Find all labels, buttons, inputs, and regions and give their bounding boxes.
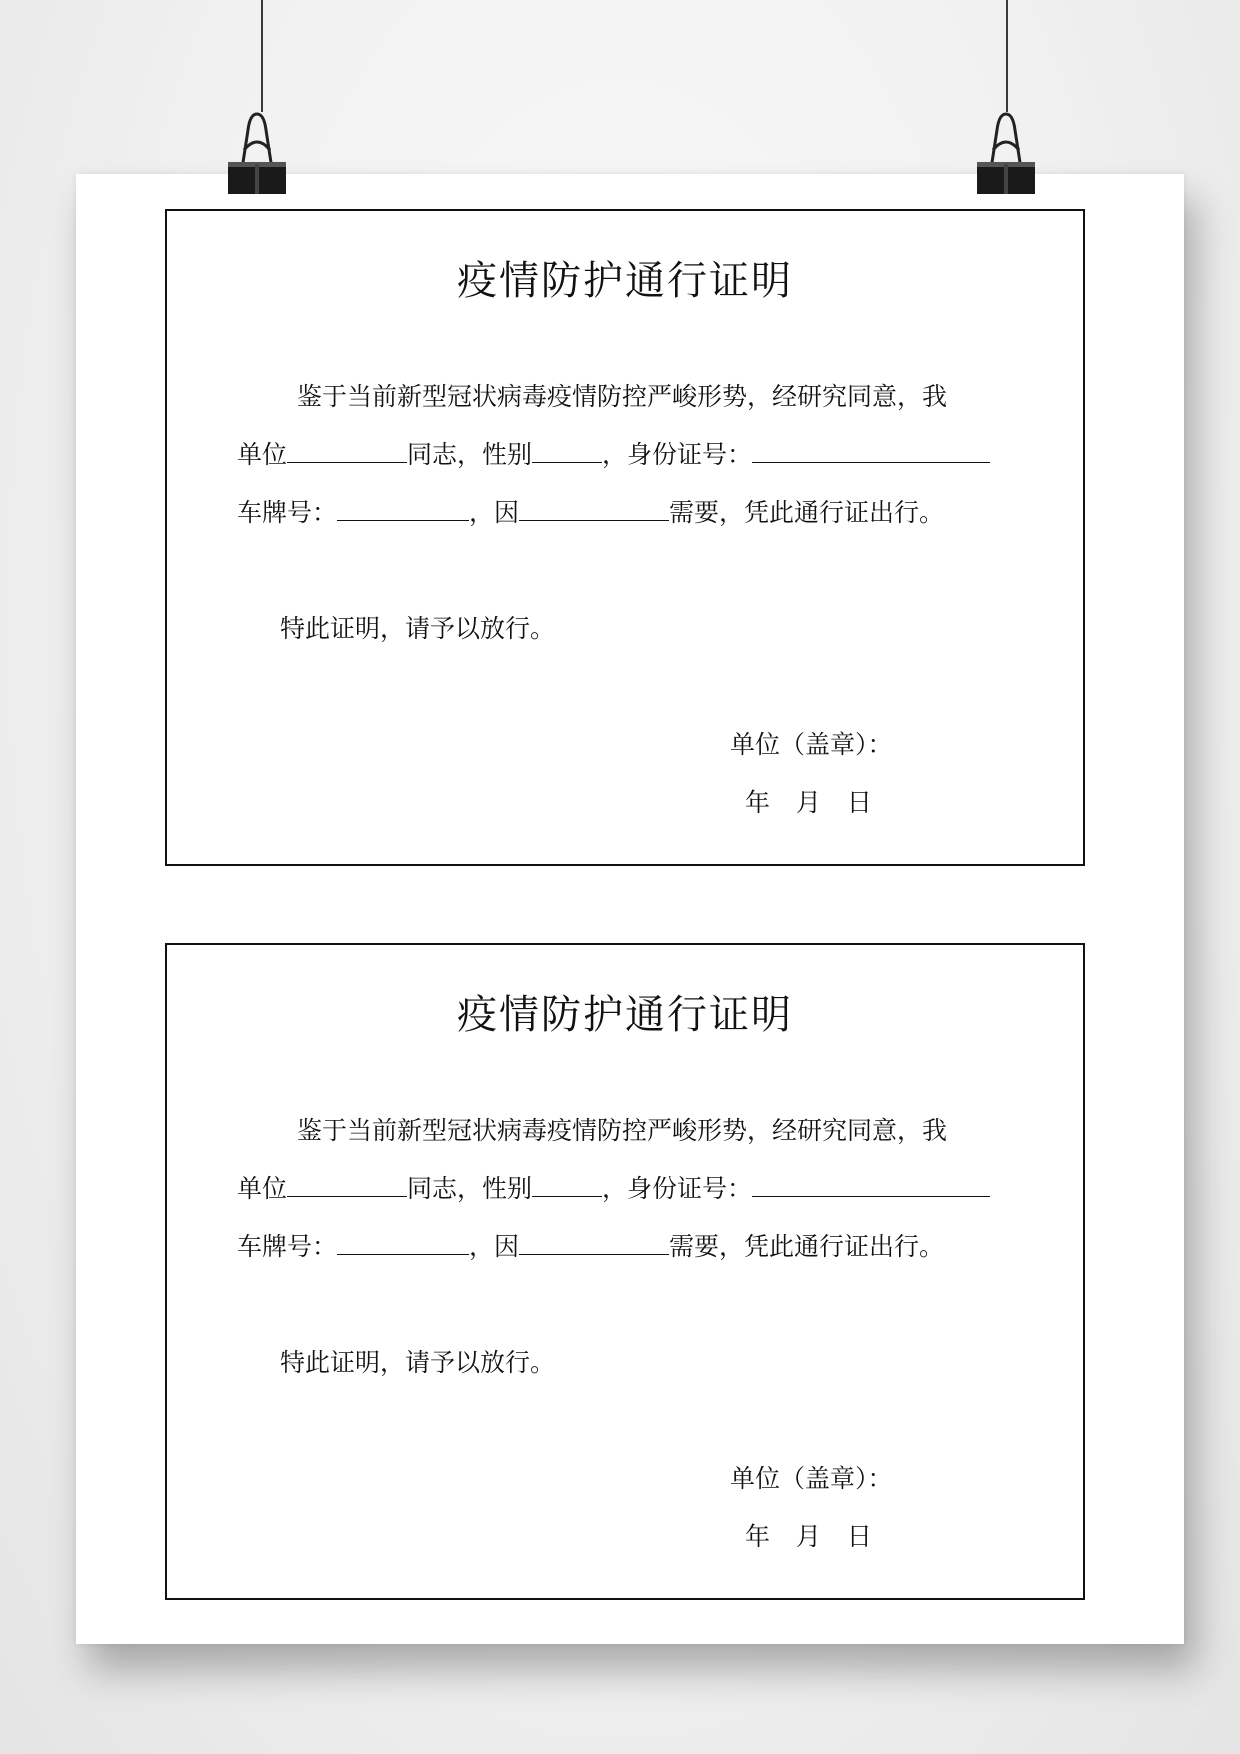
certificate-line-4: 特此证明，请予以放行。 — [280, 1348, 556, 1377]
plate-blank — [337, 1232, 469, 1255]
certificate-line-3 — [237, 1227, 944, 1263]
id-number-blank — [752, 1174, 990, 1197]
reason-blank — [519, 1232, 669, 1255]
date-label: 年 月 日 — [745, 1522, 872, 1551]
reason-label: ，因 — [469, 498, 520, 527]
hanging-string-left — [261, 0, 263, 112]
certificate-line-2 — [237, 1169, 990, 1205]
gender-blank — [532, 1174, 602, 1197]
plate-label: 车牌号： — [237, 1232, 338, 1261]
certificate-line-3 — [237, 493, 944, 529]
reason-label: ，因 — [469, 1232, 520, 1261]
certificate-title: 疫情防护通行证明 — [457, 992, 793, 1038]
binder-clip-icon — [226, 104, 288, 196]
certificate-title: 疫情防护通行证明 — [457, 258, 793, 304]
id-number-label: ，身份证号： — [602, 1174, 753, 1203]
unit-label: 单位 — [237, 440, 288, 469]
seal-label: 单位（盖章）： — [730, 730, 893, 759]
pass-certificate-top — [165, 209, 1085, 866]
certificate-line-4: 特此证明，请予以放行。 — [280, 614, 556, 643]
pass-certificate-bottom — [165, 943, 1085, 1600]
id-number-label: ，身份证号： — [602, 440, 753, 469]
certificate-line-2 — [237, 435, 990, 471]
date-label: 年 月 日 — [745, 788, 872, 817]
name-blank — [287, 440, 407, 463]
gender-label: 同志，性别 — [407, 440, 533, 469]
hanging-string-right — [1006, 0, 1008, 112]
need-text: 需要，凭此通行证出行。 — [669, 498, 945, 527]
plate-blank — [337, 498, 469, 521]
binder-clip-icon — [975, 104, 1037, 196]
need-text: 需要，凭此通行证出行。 — [669, 1232, 945, 1261]
id-number-blank — [752, 440, 990, 463]
name-blank — [287, 1174, 407, 1197]
paper-sheet — [76, 174, 1184, 1644]
gender-label: 同志，性别 — [407, 1174, 533, 1203]
seal-label: 单位（盖章）： — [730, 1464, 893, 1493]
gender-blank — [532, 440, 602, 463]
certificate-line-1: 鉴于当前新型冠状病毒疫情防控严峻形势，经研究同意，我 — [297, 382, 948, 411]
plate-label: 车牌号： — [237, 498, 338, 527]
certificate-line-1: 鉴于当前新型冠状病毒疫情防控严峻形势，经研究同意，我 — [297, 1116, 948, 1145]
unit-label: 单位 — [237, 1174, 288, 1203]
reason-blank — [519, 498, 669, 521]
